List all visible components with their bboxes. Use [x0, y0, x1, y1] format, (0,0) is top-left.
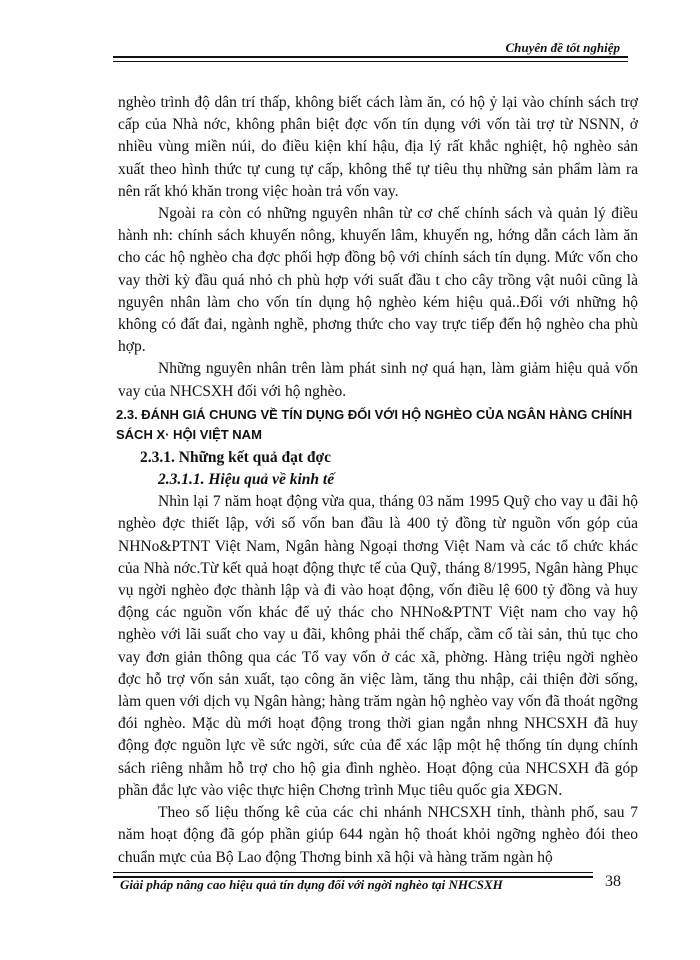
- page-number: 38: [605, 873, 621, 890]
- paragraph-3: Những nguyên nhân trên làm phát sinh nợ quá hạn, làm giảm hiệu quả vốn vay của NHCSXH đối với hộ nghèo.: [118, 360, 638, 400]
- paragraph-1: nghèo trình độ dân trí thấp, không biết cách làm ăn, có hộ ỷ lại vào chính sách trợ cấp của Nhà nớc, không phân biệt đợc vốn tín dụng với vốn tài trợ từ NSNN, ở nhiều vùng miền núi, do điều kiện khí hậu, địa lý rất khắc nghiệt, hộ nghèo sản xuất theo hình thức tự cung tự cấp, không thể tự tiêu thụ những sản phẩm làm ra nên rất khó khăn trong việc hoàn trả vốn vay.: [118, 94, 638, 200]
- document-body: [118, 92, 638, 869]
- subsection-heading: 2.3.1. Những kết quả đạt đợc: [140, 448, 332, 466]
- paragraph-5: Theo số liệu thống kê của các chi nhánh NHCSXH tỉnh, thành phố, sau 7 năm hoạt động đã góp phần giúp 644 ngàn hộ thoát khỏi ngỡng nghèo đói theo chuẩn mực của Bộ Lao động Thơng binh xã hội và hàng trăm ngàn hộ: [118, 804, 638, 866]
- paragraph-2: Ngoài ra còn có những nguyên nhân từ cơ chế chính sách và quản lý điều hành nh: chính sách khuyến nông, khuyến lâm, khuyến ng, hớng dẫn cách làm ăn cho các hộ nghèo cha đợc phối hợp đồng bộ với chính sách tín dụng. Mức vốn cho vay thời kỳ đầu quá nhỏ ch phù hợp với suất đầu t cho cây trồng vật nuôi cũng là nguyên nhân làm cho vốn tín dụng hộ nghèo kém hiệu quả..Đối với những hộ không có đất đai, ngành nghề, phơng thức cho vay trực tiếp đến hộ nghèo cha phù hợp.: [118, 205, 638, 356]
- subsubsection-heading: 2.3.1.1. Hiệu quả về kinh tế: [158, 471, 335, 489]
- section-heading: 2.3. ĐÁNH GIÁ CHUNG VỀ TÍN DỤNG ĐỐI VỚI HỘ NGHÈO CỦA NGÂN HÀNG CHÍNH SÁCH X· HỘI VIỆT NAM: [116, 406, 633, 442]
- header-rule: [113, 56, 628, 62]
- paragraph-4: Nhìn lại 7 năm hoạt động vừa qua, tháng 03 năm 1995 Quỹ cho vay u đãi hộ nghèo đợc thiết lập, với số vốn ban đầu là 400 tỷ đồng từ nguồn vốn góp của NHNo&PTNT Việt Nam, Ngân hàng Ngoại thơng Việt Nam và các tổ chức khác của Nhà nớc.Từ kết quả hoạt động thực tế của Quỹ, tháng 8/1995, Ngân hàng Phục vụ ngời nghèo đợc thành lập và đi vào hoạt động, vốn điều lệ 600 tỷ đồng và huy động các nguồn vốn khác để uỷ thác cho NHNo&PTNT Việt nam cho vay hộ nghèo với lãi suất cho vay u đãi, không phải thế chấp, cầm cố tài sản, thủ tục cho vay đơn giản thông qua các Tổ vay vốn ở các xã, phờng. Hàng triệu ngời nghèo đợc hỗ trợ vốn sản xuất, tạo công ăn việc làm, tăng thu nhập, cải thiện đời sống, làm quen với dịch vụ Ngân hàng; hàng trăm ngàn hộ nghèo vay vốn đã thoát ngỡng đói nghèo. Mặc dù mới hoạt động trong thời gian ngắn nhng NHCSXH đã huy động đợc nguồn lực về sức ngời, sức của để xác lập một hệ thống tín dụng chính sách riêng nhằm hỗ trợ cho hộ gia đình nghèo. Hoạt động của NHCSXH đã góp phần đắc lực vào việc thực hiện Chơng trình Mục tiêu quốc gia XĐGN.: [118, 493, 638, 799]
- footer-text: Giải pháp nâng cao hiệu quả tín dụng đối với ngời nghèo tại NHCSXH: [120, 877, 503, 892]
- header-title: Chuyên đề tốt nghiệp: [505, 40, 620, 55]
